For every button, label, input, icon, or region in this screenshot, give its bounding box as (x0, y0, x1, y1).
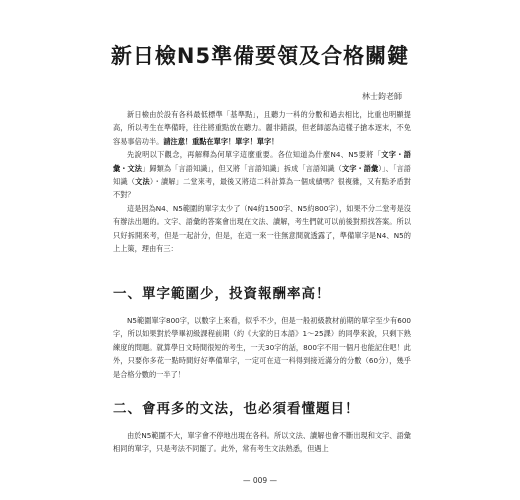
section-1-paragraph: N5範圍單字800字，以數字上來看，似乎不少，但是一般初級教材前期的單字至少有600字，所以如果對於學畢初級課程前期（約《大家的日本語》1〜25課）的同學來說，只剩下熟練度的問題。就算學日文時間很短的考生，一天30字的話，800字不用一個月也能記住吧！此外，只要你多花一點時間好好準備單字，一定可在這一科得到接近滿分的分數（60分），幾乎是合格分數的一半了！ (113, 316, 411, 379)
section-2-body (113, 429, 411, 456)
section-2-heading: 二、會再多的文法，也必須看懂題目！ (113, 401, 360, 417)
intro-section (113, 108, 411, 255)
section-1-body (113, 314, 411, 381)
author-name: 林士鈞老師 (362, 92, 402, 101)
intro-paragraph-3: 這是因為N4、N5範圍的單字太少了（N4約1500字、N5約800字），如果不分二堂考是沒有辦法出題的。文字、語彙的答案會出現在文法、讀解，考生們就可以前後對照找答案。所以只好拆開來考，但是一起計分，但是，在這一來一往無意間就透露了，準備單字是N4、N5的上上策，理由有三： (113, 203, 411, 254)
emphasis-text: 請注意！重點在單字！單字！單字！ (163, 136, 279, 146)
intro-paragraph-1: 新日檢由於設有各科最低標準「基準點」，且聽力一科的分數和過去相比，比重也明顯提高，所以考生在準備時，往往將重點放在聽力。麗非錯誤，但老師認為這樣子搶本逐末，不免容易事倍功半。請注意！重點在單字！單字！單字！ (113, 110, 411, 146)
page-number: — 009 — (242, 476, 278, 485)
section-2-paragraph: 由於N5範圍不大，單字會不停地出現在各科。所以文法、讀解也會不斷出現和文字、語彙相同的單字，只是考法不同罷了。此外，常有考生文法熟悉，但遇上 (113, 431, 411, 454)
section-1-heading: 一、單字範圍少，投資報酬率高！ (113, 286, 331, 302)
page-title: 新日檢N5準備要領及合格關鍵 (110, 44, 410, 68)
intro-paragraph-2: 先說明以下觀念，再解釋為何單字這麼重要。各位知道為什麼N4、N5要將「文字・語彙・文法」歸類為「言語知識」，但又將「言語知識」拆成「言語知識（文字・語彙）」、「言語知識（文法）・讀解」二堂來考，最後又將這二科計算為一個成績嗎？很複雜，又有點矛盾對不對？ (113, 150, 411, 200)
